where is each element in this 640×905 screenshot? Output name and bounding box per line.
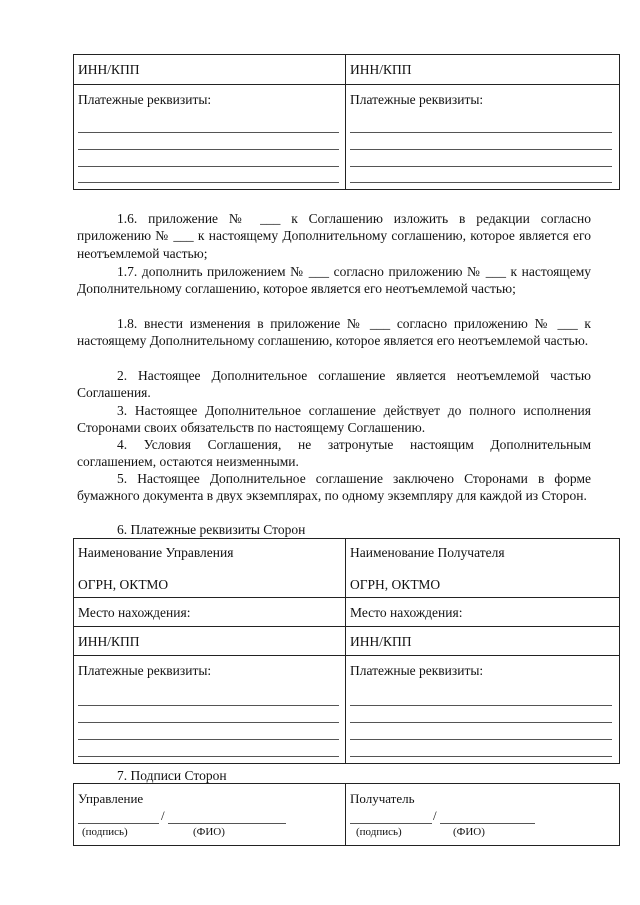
recipient-signature-caption: (подпись): [356, 826, 402, 838]
table-row-divider: [73, 84, 620, 85]
table-border-top: [73, 54, 620, 55]
left-payment-label: Платежные реквизиты:: [78, 92, 212, 107]
table-row-divider: [73, 626, 620, 627]
table-row-divider: [73, 655, 620, 656]
right-payment-label: Платежные реквизиты:: [350, 92, 484, 107]
right-fill-line: [350, 722, 612, 723]
recipient-name-label: Наименование Получателя: [350, 545, 505, 560]
right-fill-line: [350, 149, 612, 150]
management-name-line: [168, 823, 286, 824]
left-fill-line: [78, 149, 339, 150]
management-signature-label: Управление: [78, 791, 144, 806]
table-border-top: [73, 783, 620, 784]
management-name-caption: (ФИО): [193, 826, 225, 838]
recipient-name-caption: (ФИО): [453, 826, 485, 838]
left-fill-line: [78, 132, 339, 133]
recipient-signature-line: [350, 823, 432, 824]
table-border-right: [619, 538, 620, 764]
left-fill-line: [78, 182, 339, 183]
recipient-signature-separator: /: [433, 808, 437, 823]
management-signature-caption: (подпись): [82, 826, 128, 838]
management-name-label: Наименование Управления: [78, 545, 234, 560]
left-fill-line: [78, 739, 339, 740]
clause-1-6: 1.6. приложение № ___ к Соглашению изложить в редакции согласно приложению № ___ к настоящему Дополнительному соглашению, которое является его неотъемлемой частью;: [77, 211, 591, 261]
table-column-divider: [345, 54, 346, 190]
right-ogrn-label: ОГРН, ОКТМО: [350, 577, 441, 592]
left-fill-line: [78, 705, 339, 706]
clause-1-8: 1.8. внести изменения в приложение № ___ согласно приложению № ___ к настоящему Дополнительному соглашению, которое является его неотъемлемой частью.: [77, 316, 591, 349]
table-border-right: [619, 54, 620, 190]
recipient-name-line: [440, 823, 535, 824]
table-column-divider: [345, 538, 346, 764]
right-fill-line: [350, 756, 612, 757]
left-fill-line: [78, 756, 339, 757]
left-location-label: Место нахождения:: [78, 605, 191, 620]
clause-4: 4. Условия Соглашения, не затронутые настоящим Дополнительным соглашением, остаются неизменными.: [77, 437, 591, 470]
table-border-left: [73, 54, 74, 190]
left-fill-line: [78, 722, 339, 723]
table-border-bottom: [73, 763, 620, 764]
table-border-bottom: [73, 845, 620, 846]
recipient-signature-label: Получатель: [350, 791, 415, 806]
table-border-right: [619, 783, 620, 846]
left-payment-label: Платежные реквизиты:: [78, 663, 212, 678]
right-fill-line: [350, 132, 612, 133]
right-fill-line: [350, 705, 612, 706]
table-border-left: [73, 783, 74, 846]
clause-3: 3. Настоящее Дополнительное соглашение действует до полного исполнения Сторонами своих обязательств по настоящему Соглашению.: [77, 403, 591, 436]
clause-1-7: 1.7. дополнить приложением № ___ согласно приложению № ___ к настоящему Дополнительному соглашению, которое является его неотъемлемой частью;: [77, 264, 591, 297]
clause-5: 5. Настоящее Дополнительное соглашение заключено Сторонами в форме бумажного документа в двух экземплярах, по одному экземпляру для каждой из Сторон.: [77, 471, 591, 504]
right-fill-line: [350, 166, 612, 167]
table-border-top: [73, 538, 620, 539]
management-signature-separator: /: [161, 808, 165, 823]
right-location-label: Место нахождения:: [350, 605, 463, 620]
right-fill-line: [350, 739, 612, 740]
table-border-left: [73, 538, 74, 764]
right-inn-label: ИНН/КПП: [350, 62, 412, 77]
right-inn-label: ИНН/КПП: [350, 634, 412, 649]
left-inn-label: ИНН/КПП: [78, 634, 140, 649]
table-border-bottom: [73, 189, 620, 190]
left-ogrn-label: ОГРН, ОКТМО: [78, 577, 169, 592]
section-6-heading: 6. Платежные реквизиты Сторон: [117, 522, 306, 537]
management-signature-line: [78, 823, 159, 824]
left-inn-label: ИНН/КПП: [78, 62, 140, 77]
clause-2: 2. Настоящее Дополнительное соглашение является неотъемлемой частью Соглашения.: [77, 368, 591, 401]
table-column-divider: [345, 783, 346, 846]
right-fill-line: [350, 182, 612, 183]
right-payment-label: Платежные реквизиты:: [350, 663, 484, 678]
left-fill-line: [78, 166, 339, 167]
table-row-divider: [73, 597, 620, 598]
section-7-heading: 7. Подписи Сторон: [117, 768, 227, 783]
